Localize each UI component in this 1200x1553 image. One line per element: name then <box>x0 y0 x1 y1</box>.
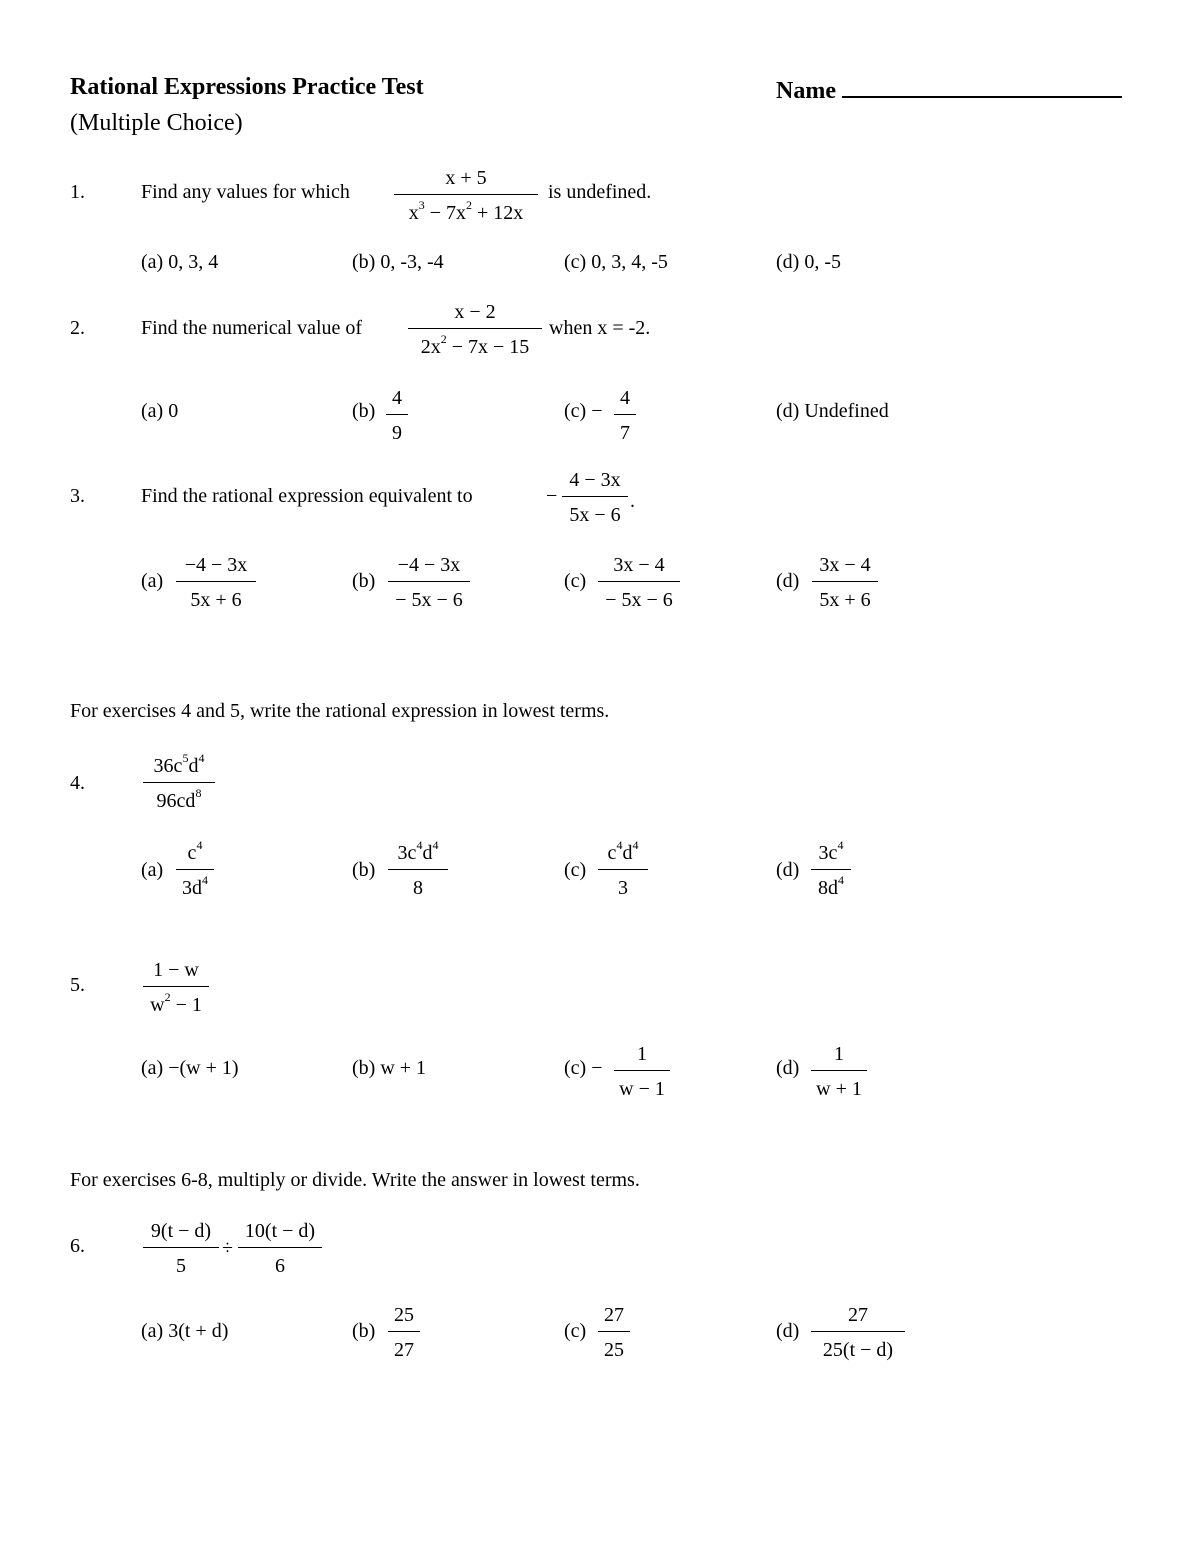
q1-choice-b[interactable]: (b) 0, -3, -4 <box>352 251 444 273</box>
name-label: Name <box>776 78 836 104</box>
q4-choice-a-label[interactable]: (a) <box>141 859 164 881</box>
q1-number: 1. <box>70 181 85 203</box>
q5-denominator: $w^2 - 1$ <box>150 990 202 1016</box>
q4-choice-b-denominator: 8 <box>413 877 423 899</box>
q3-choice-a-denominator: 5x + 6 <box>190 589 242 611</box>
q4-choice-a-numerator: $c^4$ <box>187 838 203 864</box>
q1-denominator: $x^3 - 7x^2 + 12x$ <box>408 198 524 224</box>
q3-choice-d-numerator: 3x − 4 <box>819 554 871 576</box>
q6-fraction-2 <box>238 1221 322 1276</box>
q4-choice-d-label[interactable]: (d) <box>776 859 800 881</box>
instructions-4-5: For exercises 4 and 5, write the rational expression in lowest terms. <box>70 700 610 722</box>
q2-numerator: x − 2 <box>454 301 496 323</box>
q5-fraction <box>143 960 209 1015</box>
q3-choice-a-fraction <box>176 555 256 610</box>
q4-choice-d-numerator: $3c^4$ <box>818 838 844 864</box>
q6-choice-b-bar <box>388 1331 420 1332</box>
q3-choice-d-fraction <box>812 555 878 610</box>
q3-number: 3. <box>70 485 85 507</box>
q6-choice-d-label[interactable]: (d) <box>776 1320 800 1342</box>
q6-choice-c-bar <box>598 1331 630 1332</box>
q3-choice-d-bar <box>812 581 878 582</box>
q4-choice-c-numerator: $c^4d^4$ <box>607 838 639 864</box>
q4-choice-c-denominator: 3 <box>618 877 628 899</box>
q2-fraction-bar <box>408 328 542 329</box>
q3-choice-c-label[interactable]: (c) <box>564 570 587 592</box>
q1-fraction <box>394 168 538 223</box>
q1-choice-a[interactable]: (a) 0, 3, 4 <box>141 251 219 273</box>
q4-choice-a-denominator: $3d^4$ <box>182 873 208 899</box>
q6-fraction-2-bar <box>238 1247 322 1248</box>
q4-choice-d-bar <box>811 869 851 870</box>
q2-choice-c-denominator: 7 <box>620 422 630 444</box>
q6-choice-d-denominator: 25(t − d) <box>822 1339 894 1361</box>
q2-fraction <box>408 302 542 357</box>
q1-numerator: x + 5 <box>445 167 487 189</box>
q4-choice-b-numerator: $3c^4d^4$ <box>397 838 439 864</box>
q2-text-after: when x = -2. <box>549 317 651 339</box>
q3-choice-a-bar <box>176 581 256 582</box>
q1-text-before: Find any values for which <box>141 181 350 203</box>
q3-choice-d-label[interactable]: (d) <box>776 570 800 592</box>
q6-choice-b-numerator: 25 <box>394 1304 414 1326</box>
q1-fraction-bar <box>394 194 538 195</box>
q5-choice-c-fraction <box>614 1044 670 1099</box>
q3-choice-b-fraction <box>388 555 470 610</box>
page-subtitle: (Multiple Choice) <box>70 110 243 136</box>
q2-choice-b-denominator: 9 <box>392 422 402 444</box>
q4-choice-d-denominator: $8d^4$ <box>818 873 844 899</box>
q5-choice-c-denominator: w − 1 <box>619 1078 665 1100</box>
q3-choice-d-denominator: 5x + 6 <box>819 589 871 611</box>
q5-choice-d-fraction <box>811 1044 867 1099</box>
q1-choice-d[interactable]: (d) 0, -5 <box>776 251 841 273</box>
q5-numerator: 1 − w <box>153 959 199 981</box>
q2-choice-a[interactable]: (a) 0 <box>141 400 179 422</box>
name-field[interactable] <box>776 74 1122 105</box>
q2-choice-b-label[interactable]: (b) <box>352 400 376 422</box>
q2-choice-c-label[interactable]: (c) − <box>564 400 603 422</box>
q3-choice-c-denominator: − 5x − 6 <box>605 589 673 611</box>
q6-fraction-2-numerator: 10(t − d) <box>244 1220 316 1242</box>
q4-choice-d-fraction <box>811 838 851 899</box>
q4-choice-a-bar <box>176 869 214 870</box>
q3-numerator: 4 − 3x <box>569 469 621 491</box>
q4-choice-c-label[interactable]: (c) <box>564 859 587 881</box>
q3-denominator: 5x − 6 <box>569 504 621 526</box>
q4-choice-c-fraction <box>598 838 648 899</box>
q6-choice-d-numerator: 27 <box>848 1304 868 1326</box>
q3-choice-b-bar <box>388 581 470 582</box>
q3-fraction <box>562 470 628 525</box>
q2-number: 2. <box>70 317 85 339</box>
q6-fraction-1-denominator: 5 <box>176 1255 186 1277</box>
q6-choice-c-fraction <box>598 1305 630 1360</box>
q2-text-before: Find the numerical value of <box>141 317 363 339</box>
q4-choice-b-bar <box>388 869 448 870</box>
q5-choice-d-label[interactable]: (d) <box>776 1057 800 1079</box>
q4-fraction-bar <box>143 782 215 783</box>
q5-choice-c-label[interactable]: (c) − <box>564 1057 603 1079</box>
q6-fraction-1 <box>143 1221 219 1276</box>
q4-choice-b-fraction <box>388 838 448 899</box>
q3-fraction-bar <box>562 496 628 497</box>
q3-minus-sign: − <box>546 485 558 507</box>
q1-choice-c[interactable]: (c) 0, 3, 4, -5 <box>564 251 668 273</box>
q3-choice-b-label[interactable]: (b) <box>352 570 376 592</box>
name-blank-line[interactable] <box>842 74 1122 98</box>
q3-choice-a-label[interactable]: (a) <box>141 570 164 592</box>
q4-fraction <box>143 751 215 812</box>
q6-fraction-2-denominator: 6 <box>275 1255 285 1277</box>
q3-choice-a-numerator: −4 − 3x <box>184 554 248 576</box>
q6-choice-b-denominator: 27 <box>394 1339 414 1361</box>
q5-choice-a[interactable]: (a) −(w + 1) <box>141 1057 239 1079</box>
q5-number: 5. <box>70 974 85 996</box>
q6-choice-c-denominator: 25 <box>604 1339 624 1361</box>
q4-denominator: $96cd^8$ <box>156 786 202 812</box>
q2-choice-d[interactable]: (d) Undefined <box>776 400 889 422</box>
q5-choice-c-bar <box>614 1070 670 1071</box>
q2-choice-b-numerator: 4 <box>392 387 402 409</box>
page-title: Rational Expressions Practice Test <box>70 74 424 100</box>
q6-choice-a[interactable]: (a) 3(t + d) <box>141 1320 229 1342</box>
q2-denominator: $2x^2 - 7x - 15$ <box>420 332 530 358</box>
q6-choice-d-fraction <box>811 1305 905 1360</box>
q2-choice-b-fraction <box>386 388 408 443</box>
q4-choice-a-fraction <box>176 838 214 899</box>
q6-choice-b-fraction <box>388 1305 420 1360</box>
q6-choice-c-numerator: 27 <box>604 1304 624 1326</box>
q1-text-after: is undefined. <box>548 181 652 203</box>
q5-choice-d-bar <box>811 1070 867 1071</box>
q3-choice-c-fraction <box>598 555 680 610</box>
q4-number: 4. <box>70 772 85 794</box>
q2-choice-c-fraction <box>614 388 636 443</box>
q3-choice-b-numerator: −4 − 3x <box>397 554 461 576</box>
q3-period: . <box>630 490 635 512</box>
q5-choice-c-numerator: 1 <box>637 1043 647 1065</box>
q5-choice-d-denominator: w + 1 <box>816 1078 862 1100</box>
q4-choice-b-label[interactable]: (b) <box>352 859 376 881</box>
q6-fraction-1-bar <box>143 1247 219 1248</box>
q2-choice-c-numerator: 4 <box>620 387 630 409</box>
q6-choice-c-label[interactable]: (c) <box>564 1320 587 1342</box>
q3-choice-c-bar <box>598 581 680 582</box>
q6-fraction-1-numerator: 9(t − d) <box>150 1220 212 1242</box>
q3-choice-c-numerator: 3x − 4 <box>613 554 665 576</box>
q4-choice-c-bar <box>598 869 648 870</box>
q6-choice-b-label[interactable]: (b) <box>352 1320 376 1342</box>
q3-text-before: Find the rational expression equivalent to <box>141 485 473 507</box>
q3-choice-b-denominator: − 5x − 6 <box>395 589 463 611</box>
q6-divide-sign: ÷ <box>222 1237 233 1259</box>
q6-number: 6. <box>70 1235 85 1257</box>
instructions-6-8: For exercises 6-8, multiply or divide. Write the answer in lowest terms. <box>70 1169 640 1191</box>
q5-choice-d-numerator: 1 <box>834 1043 844 1065</box>
q2-choice-b-bar <box>386 414 408 415</box>
q6-choice-d-bar <box>811 1331 905 1332</box>
q4-numerator: $36c^5d^4$ <box>153 751 205 777</box>
q5-fraction-bar <box>143 986 209 987</box>
q2-choice-c-bar <box>614 414 636 415</box>
q5-choice-b[interactable]: (b) w + 1 <box>352 1057 427 1079</box>
